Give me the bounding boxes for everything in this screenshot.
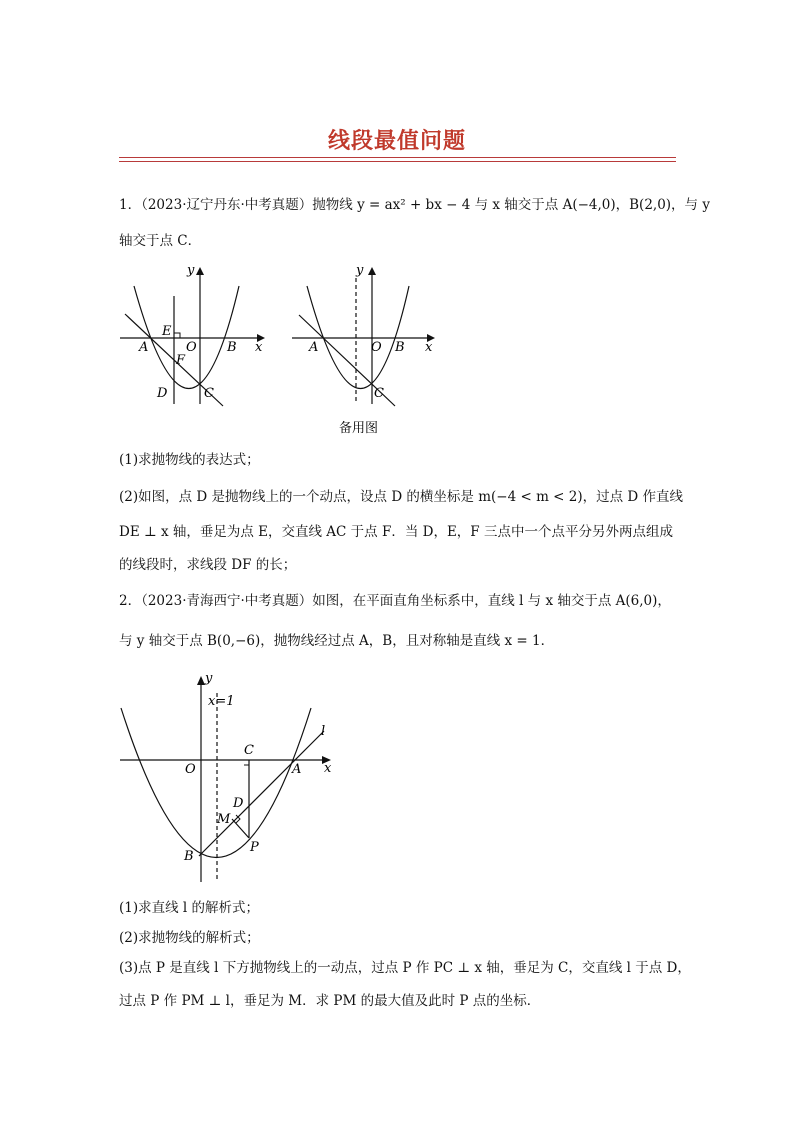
segment-pm — [232, 819, 249, 838]
label-axis: x=1 — [208, 694, 235, 709]
line-l — [199, 731, 324, 856]
figure-caption: 备用图 — [339, 421, 379, 436]
label-o: O — [186, 340, 197, 355]
label-y: y — [187, 263, 195, 278]
problem2-figure — [115, 668, 345, 888]
label-b: B — [184, 849, 194, 864]
page-title: 线段最值问题 — [327, 129, 466, 154]
y-axis-arrow — [196, 267, 204, 275]
label-d: D — [157, 386, 168, 401]
title-rule-bottom — [119, 161, 676, 162]
label-c: C — [244, 743, 254, 758]
label-e: E — [162, 324, 172, 339]
right-angle-c — [244, 760, 249, 765]
right-angle-mark — [174, 333, 180, 338]
problem1-q1: (1)求抛物线的表达式； — [119, 452, 260, 468]
label-x: x — [324, 761, 332, 776]
label-o: O — [185, 762, 196, 777]
label-c: C — [204, 386, 214, 401]
label-y: y — [356, 263, 364, 278]
label-x: x — [425, 340, 433, 355]
label-a: A — [292, 762, 302, 777]
label-a: A — [139, 340, 149, 355]
label-x: x — [255, 340, 263, 355]
label-d: D — [233, 796, 244, 811]
label-f: F — [176, 353, 186, 368]
problem2-q3-line2: 过点 P 作 PM ⊥ l，垂足为 M．求 PM 的最大值及此时 P 点的坐标． — [119, 993, 541, 1009]
title-rule-top — [119, 157, 676, 158]
y-axis-arrow — [197, 676, 205, 685]
problem1-q2-line2: DE ⊥ x 轴，垂足为点 E，交直线 AC 于点 F．当 D，E，F 三点中一个点平分另外两点组成 — [119, 524, 673, 540]
problem1-statement-line2: 轴交于点 C． — [119, 233, 202, 249]
label-p: P — [250, 840, 259, 855]
problem2-q3-line1: (3)点 P 是直线 l 下方抛物线上的一动点，过点 P 作 PC ⊥ x 轴，垂足为 C，交直线 l 于点 D， — [119, 960, 691, 976]
parabola — [121, 708, 311, 858]
y-axis-arrow — [368, 267, 376, 275]
problem2-q1: (1)求直线 l 的解析式； — [119, 900, 260, 916]
label-c: C — [374, 386, 384, 401]
label-m: M — [217, 812, 231, 827]
problem1-q2-line3: 的线段时，求线段 DF 的长； — [119, 557, 297, 573]
problem2-statement-line1: 2．（2023·青海西宁·中考真题）如图，在平面直角坐标系中，直线 l 与 x 轴交于点 A(6,0)， — [119, 593, 671, 609]
label-b: B — [395, 340, 405, 355]
label-b: B — [227, 340, 237, 355]
problem1-q2-line1: (2)如图，点 D 是抛物线上的一个动点，设点 D 的横坐标是 m(−4 < m < 2)，过点 D 作直线 — [119, 489, 684, 505]
problem1-figure-main — [115, 258, 275, 408]
label-a: A — [309, 340, 319, 355]
label-o: O — [371, 340, 382, 355]
problem1-figure-spare — [287, 258, 447, 443]
label-l: l — [321, 724, 326, 739]
label-y: y — [205, 671, 213, 686]
problem1-statement-line1: 1．（2023·辽宁丹东·中考真题）抛物线 y = ax² + bx − 4 与 x 轴交于点 A(−4,0)，B(2,0)，与 y — [119, 197, 710, 213]
problem2-statement-line2: 与 y 轴交于点 B(0,−6)，抛物线经过点 A，B，且对称轴是直线 x = 1． — [119, 633, 555, 649]
problem2-q2: (2)求抛物线的解析式； — [119, 930, 260, 946]
